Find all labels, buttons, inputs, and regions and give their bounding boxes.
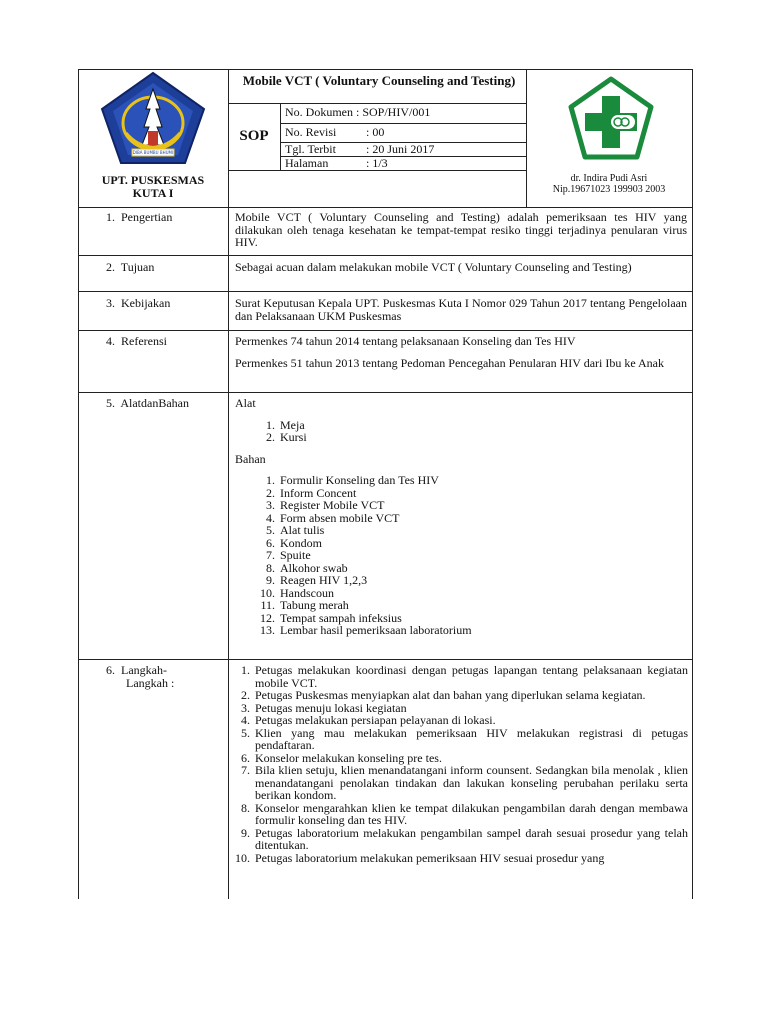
field-value: : 1/3: [366, 156, 388, 170]
content-tujuan: Sebagai acuan dalam melakukan mobile VCT ( Voluntary Counseling and Testing): [235, 260, 632, 274]
list-item: 3. Register Mobile VCT: [266, 498, 385, 512]
content-kebijakan: Surat Keputusan Kepala UPT. Puskesmas Kuta I Nomor 029 Tahun 2017 tentang Pengelolaan dan Pelaksanaan UKM Puskesmas: [235, 296, 687, 323]
regency-logo-ribbon-text: DIBA BUMBU BHUMI: [132, 150, 174, 155]
referensi-item: Permenkes 51 tahun 2013 tentang Pedoman Pencegahan Penularan HIV dari Ibu ke Anak: [235, 355, 664, 370]
list-item: 4. Form absen mobile VCT: [266, 510, 400, 525]
field-label: Tgl. Terbit: [285, 142, 336, 156]
langkah-list: [226, 664, 688, 864]
list-item: 10. Handscoun: [260, 585, 334, 600]
list-item: 6. Kondom: [266, 535, 322, 550]
list-item: 1. Formulir Konseling dan Tes HIV: [266, 473, 439, 487]
signer-nip: Nip.19671023 199903 2003: [552, 184, 666, 195]
field-label: No. Dokumen :: [285, 105, 360, 119]
label-pengertian: 1. Pengertian: [106, 210, 173, 224]
field-value: : 20 Juni 2017: [366, 142, 435, 156]
field-value: : 00: [366, 125, 385, 139]
list-item: 4. Petugas melakukan persiapan pelayanan di lokasi.: [241, 713, 496, 727]
list-item: 9. Reagen HIV 1,2,3: [266, 573, 368, 587]
alat-heading: Alat: [235, 396, 256, 410]
bahan-heading: Bahan: [235, 451, 266, 466]
alat-list: [235, 419, 687, 444]
signer-block: [530, 173, 688, 195]
green-cross-icon: [565, 76, 657, 162]
field-no-revisi: [285, 126, 521, 139]
label-kebijakan: 3. Kebijakan: [106, 296, 171, 310]
content-alat-bahan: [235, 397, 687, 637]
document-title: Mobile VCT ( Voluntary Counseling and Testing): [242, 73, 516, 88]
list-item: 7. Bila klien setuju, klien menandatangani inform counsent. Sedangkan bila menolak , klien menandatangani penolakan tindakan dan lakukan konseling perubahan perilaku serta berikan kondom.: [241, 763, 688, 802]
org-name-line2: KUTA I: [132, 185, 174, 200]
list-item: 2. Kursi: [266, 430, 307, 444]
field-label: No. Revisi: [285, 125, 337, 139]
puskesmas-logo: [565, 76, 657, 162]
content-pengertian: Mobile VCT ( Voluntary Counseling and Testing) adalah pemeriksaan tes HIV yang dilakukan oleh tenaga kesehatan ke tempat-tempat resiko tinggi terjadinya penularan virus HIV.: [235, 210, 687, 249]
signer-name: dr. Indira Pudi Asri: [570, 173, 648, 184]
label-langkah: [106, 664, 174, 689]
referensi-item: Permenkes 74 tahun 2014 tentang pelaksanaan Konseling dan Tes HIV: [235, 334, 576, 348]
list-item: 5. Klien yang mau melakukan pemeriksaan HIV melakukan registrasi di petugas pendaftaran.: [241, 725, 688, 752]
field-label: Halaman: [285, 156, 329, 170]
list-item: 10. Petugas laboratorium melakukan pemeriksaan HIV sesuai prosedur yang: [235, 850, 605, 865]
list-item: 8. Alkohor swab: [266, 560, 348, 575]
org-name: [80, 174, 226, 199]
field-halaman: [285, 157, 521, 170]
list-item: 1. Petugas melakukan koordinasi dengan petugas lapangan tentang pelaksanaan kegiatan mobile VCT.: [241, 663, 688, 690]
content-langkah: [226, 664, 688, 864]
list-item: 3. Petugas menuju lokasi kegiatan: [241, 700, 407, 715]
list-item: 11. Tabung merah: [260, 598, 349, 612]
regency-logo: [98, 71, 208, 169]
field-no-dokumen: [285, 106, 521, 119]
list-item: 6. Konselor melakukan konseling pre tes.: [241, 750, 442, 765]
label-tujuan: 2. Tujuan: [106, 260, 155, 274]
field-value: SOP/HIV/001: [362, 105, 431, 119]
list-item: 1. Meja: [266, 417, 305, 432]
label-langkah-line1: 6. Langkah-: [106, 663, 167, 677]
list-item: 2. Inform Concent: [266, 485, 357, 500]
label-referensi: 4. Referensi: [106, 334, 167, 348]
list-item: 7. Spuite: [266, 548, 311, 562]
list-item: 8. Konselor mengarahkan klien ke tempat dilakukan pengambilan darah dengan membawa formulir konseling dan tes HIV.: [241, 800, 688, 827]
list-item: 9. Petugas laboratorium melakukan pengambilan sampel darah sesuai prosedur yang telah ditentukan.: [241, 825, 688, 852]
list-item: 5. Alat tulis: [266, 523, 325, 537]
label-langkah-line2: Langkah :: [126, 675, 175, 690]
org-name-line1: UPT. PUSKESMAS: [101, 173, 205, 187]
list-item: 13. Lembar hasil pemeriksaan laboratorium: [260, 623, 472, 637]
sop-label: SOP: [239, 128, 269, 144]
list-item: 2. Petugas Puskesmas menyiapkan alat dan bahan yang diperlukan selama kegiatan.: [241, 688, 646, 702]
field-tgl-terbit: [285, 143, 521, 156]
label-alat-bahan: 5. AlatdanBahan: [106, 396, 189, 410]
content-referensi: [235, 335, 687, 369]
bahan-list: [235, 474, 687, 637]
list-item: 12. Tempat sampah infeksius: [260, 610, 402, 625]
